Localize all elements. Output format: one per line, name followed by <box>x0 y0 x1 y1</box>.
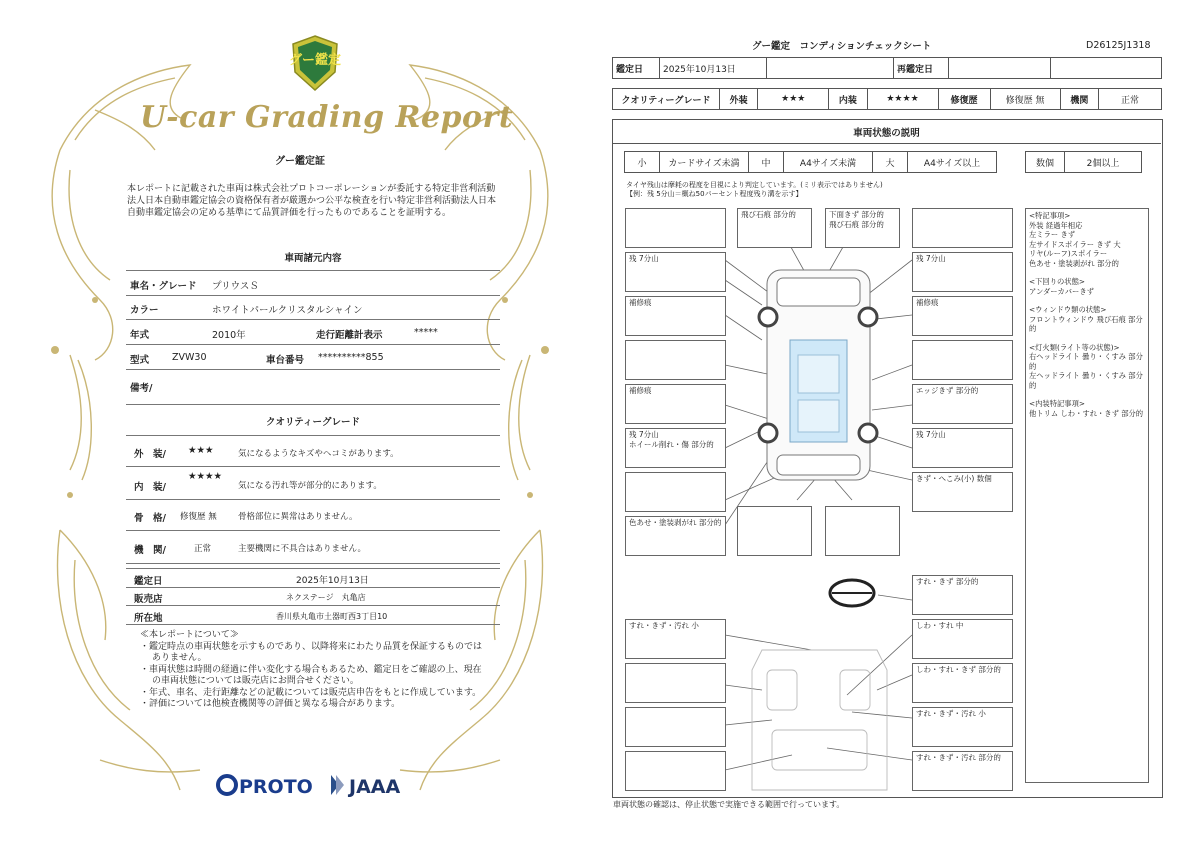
report-title: U-car Grading Report <box>140 100 514 135</box>
name-value: プリウスＳ <box>212 281 259 292</box>
color-value: ホワイトパールクリスタルシャイン <box>212 305 363 316</box>
notes-section-windows <box>1029 305 1145 334</box>
quality-row-engine <box>126 531 500 564</box>
quality-row-interior <box>126 467 500 500</box>
legend-small-desc: カードサイズ未満 <box>660 152 749 173</box>
shop-value: ネクステージ 丸亀店 <box>286 593 366 602</box>
mileage-value: ***** <box>414 327 438 338</box>
year-label: 年式 <box>130 330 150 341</box>
quality-title: クオリティーグレード <box>265 417 361 428</box>
color-label: カラー <box>130 305 159 316</box>
notes-section-lights <box>1029 343 1145 391</box>
quality-grade-frame: 修復歴 無 <box>180 512 217 522</box>
address-value: 香川県丸亀市土器町西3丁目10 <box>276 612 388 621</box>
size-legend <box>624 151 997 173</box>
goo-kantei-badge <box>289 34 341 92</box>
notes-line: リヤ(ルーフ)スポイラー <box>1029 249 1108 258</box>
ext-box-right-2: 残 7分山 <box>912 252 1013 292</box>
quality-text-exterior: 気になるようなキズやヘコミがあります。 <box>238 449 399 459</box>
notes-line: 他トリム しわ・すれ・きず 部分的 <box>1029 408 1144 418</box>
reinspect-label: 再鑑定日 <box>894 58 949 79</box>
footer-note: 車両状態の確認は、停止状態で実施できる範囲で行っています。 <box>613 800 845 809</box>
notes-title: <特記事項> <box>1029 211 1071 220</box>
date-spacer <box>767 58 894 79</box>
interior-value: ★★★★ <box>867 89 938 110</box>
tire-note-2: 【例：残 5分山＝概ね50パーセント程度残り溝を示す】 <box>626 190 803 198</box>
quality-grade-interior: ★★★★ <box>188 471 223 482</box>
legend-medium: 中 <box>749 152 784 173</box>
sheet-title: グー鑑定 コンディションチェックシート <box>752 41 932 52</box>
quality-label-engine: 機 関/ <box>134 545 166 556</box>
repair-label: 修復歴 <box>938 89 990 110</box>
ext-box-left-5: 補修痕 <box>625 384 726 424</box>
spec-row-name <box>126 270 500 296</box>
special-notes-panel <box>1025 208 1149 783</box>
specs-title: 車両諸元内容 <box>284 253 342 264</box>
quality-label-frame: 骨 格/ <box>134 513 166 524</box>
chassis-label: 車台番号 <box>266 355 305 366</box>
date-table <box>612 57 1162 79</box>
int-box-right-2: しわ・すれ 中 <box>912 619 1013 659</box>
ext-box-left-1 <box>625 208 726 248</box>
quality-text-engine: 主要機関に不具合はありません。 <box>238 544 367 554</box>
shop-row <box>126 587 500 606</box>
spec-row-remarks <box>126 370 500 405</box>
quality-label-interior: 内 装/ <box>134 482 166 493</box>
notice-item: ・評価については他検査機関等の評価と異なる場合があります。 <box>140 699 401 709</box>
reinspect-value <box>949 58 1051 79</box>
name-label: 車名・グレード <box>130 281 197 292</box>
notes-title: <内装特記事項> <box>1029 399 1086 408</box>
ext-box-left-8: 色あせ・塗装剥がれ 部分的 <box>625 516 726 556</box>
notice-item: ・年式、車名、走行距離などの記載については販売店申告をもとに作成しています。 <box>140 687 482 698</box>
jaaa-logo-text: JAAA <box>349 776 401 798</box>
int-box-right-1: すれ・きず 部分的 <box>912 575 1013 615</box>
badge-text: グー鑑定 <box>289 53 341 68</box>
shop-label: 販売店 <box>134 594 163 605</box>
ext-box-right-6: 残 7分山 <box>912 428 1013 468</box>
ext-box-left-2: 残 7分山 <box>625 252 726 292</box>
ext-box-right-4 <box>912 340 1013 380</box>
legend-large-desc: A4サイズ以上 <box>908 152 997 173</box>
date-tail <box>1051 58 1162 79</box>
quality-label-exterior: 外 装/ <box>134 449 166 460</box>
notice-item: ・車両状態は時間の経過に伴い変化する場合もあるため、鑑定日をご確認の上、現在の車両状態については販売店にお問合せください。 <box>140 664 482 686</box>
appraisal-date-row <box>126 568 500 588</box>
notes-line: 色あせ・塗装剥がれ 部分的 <box>1029 258 1119 268</box>
int-box-left-1: すれ・きず・汚れ 小 <box>625 619 726 659</box>
quality-text-interior: 気になる汚れ等が部分的にあります。 <box>238 481 382 491</box>
repair-value: 修復歴 無 <box>990 89 1060 110</box>
legend-count-desc: 2個以上 <box>1065 152 1142 173</box>
document-id: D26125J1318 <box>1086 40 1151 51</box>
model-label: 型式 <box>130 355 150 366</box>
ext-box-left-3: 補修痕 <box>625 296 726 336</box>
int-box-left-3 <box>625 707 726 747</box>
notes-section-special <box>1029 211 1145 268</box>
int-box-left-2 <box>625 663 726 703</box>
notes-line: アンダーカバーきず <box>1029 286 1094 296</box>
notes-line: 右ヘッドライト 曇り・くすみ 部分的 <box>1029 352 1143 371</box>
spec-row-color <box>126 295 500 320</box>
interior-label: 内装 <box>829 89 867 110</box>
ext-box-bottom-1 <box>737 506 812 556</box>
year-value: 2010年 <box>212 330 246 341</box>
int-box-right-5: すれ・きず・汚れ 部分的 <box>912 751 1013 791</box>
ext-box-bottom-2 <box>825 506 900 556</box>
spec-row-year <box>126 320 500 345</box>
report-notice <box>140 630 490 711</box>
ext-box-top-1: 飛び石痕 部分的 <box>737 208 812 248</box>
legend-medium-desc: A4サイズ未満 <box>784 152 873 173</box>
address-label: 所在地 <box>134 613 163 624</box>
appraisal-date-label: 鑑定日 <box>613 58 660 79</box>
int-box-right-3: しわ・すれ・きず 部分的 <box>912 663 1013 703</box>
count-legend <box>1025 151 1142 173</box>
legend-count: 数個 <box>1026 152 1065 173</box>
chassis-value: **********855 <box>318 352 384 363</box>
appraisal-date-value: 2025年10月13日 <box>296 576 369 586</box>
model-value: ZVW30 <box>172 352 207 363</box>
appraisal-date-value: 2025年10月13日 <box>660 58 767 79</box>
grade-table <box>612 88 1162 110</box>
notes-title: <下回りの状態> <box>1029 277 1086 286</box>
mileage-label: 走行距離計表示 <box>316 330 383 341</box>
ext-box-right-3: 補修痕 <box>912 296 1013 336</box>
quality-grade-label: クオリティーグレード <box>613 89 720 110</box>
notes-line: 左ミラー きず <box>1029 230 1076 239</box>
ext-box-left-7 <box>625 472 726 512</box>
ext-box-right-5: エッジきず 部分的 <box>912 384 1013 424</box>
legend-small: 小 <box>625 152 660 173</box>
address-row <box>126 606 500 625</box>
remarks-label: 備考/ <box>130 383 153 394</box>
quality-row-exterior <box>126 436 500 467</box>
notes-line: 左サイドスポイラー きず 大 <box>1029 239 1121 249</box>
certificate-body: 本レポートに記載された車両は株式会社プロトコーポレーションが委託する特定非営利活動法人日本自動車鑑定協会の資格保有者が厳選かつ公平な検査を行い特定非営利活動法人日本自動車鑑定協会の定める基準にて品質評価を行ったものであることを証明する。 <box>127 184 497 218</box>
notes-line: 左ヘッドライト 曇り・くすみ 部分的 <box>1029 371 1143 390</box>
engine-value: 正常 <box>1099 89 1162 110</box>
exterior-value: ★★★ <box>758 89 829 110</box>
quality-text-frame: 骨格部位に異常はありません。 <box>238 512 358 522</box>
notes-line: フロントウィンドウ 飛び石痕 部分的 <box>1029 314 1143 333</box>
quality-grade-engine: 正常 <box>194 544 212 554</box>
notice-item: ・鑑定時点の車両状態を示すものであり、以降将来にわたり品質を保証するものではありません。 <box>140 641 483 663</box>
ext-box-top-2: 下面きず 部分的 飛び石痕 部分的 <box>825 208 900 248</box>
legend-large: 大 <box>873 152 908 173</box>
notes-section-interior <box>1029 399 1145 418</box>
notes-title: <ウィンドウ類の状態> <box>1029 305 1107 314</box>
ext-box-left-4 <box>625 340 726 380</box>
ext-box-right-1 <box>912 208 1013 248</box>
exterior-label: 外装 <box>720 89 758 110</box>
ext-box-left-6: 残 7分山 ホイール削れ・傷 部分的 <box>625 428 726 468</box>
proto-logo-text: PROTO <box>239 776 313 798</box>
int-box-left-4 <box>625 751 726 791</box>
quality-row-frame <box>126 500 500 531</box>
notes-title: <灯火類(ライト等の状態)> <box>1029 342 1120 352</box>
certificate-title: グー鑑定証 <box>275 156 325 167</box>
engine-label: 機関 <box>1060 89 1098 110</box>
logo-area <box>215 771 415 799</box>
condition-title: 車両状態の説明 <box>853 128 920 139</box>
int-box-right-4: すれ・きず・汚れ 小 <box>912 707 1013 747</box>
quality-grade-exterior: ★★★ <box>188 445 214 456</box>
notes-section-underbody <box>1029 277 1145 296</box>
notes-line: 外装 経過年相応 <box>1029 220 1083 230</box>
tire-note-1: タイヤ残山は摩耗の程度を目視により判定しています。(ミリ表示ではありません) <box>626 181 883 189</box>
proto-jaaa-logos <box>215 771 415 799</box>
notice-title: ≪本レポートについて≫ <box>140 630 239 640</box>
ext-box-right-7: きず・へこみ(小) 数個 <box>912 472 1013 512</box>
appraisal-date-label: 鑑定日 <box>134 576 163 587</box>
spec-row-model <box>126 345 500 370</box>
